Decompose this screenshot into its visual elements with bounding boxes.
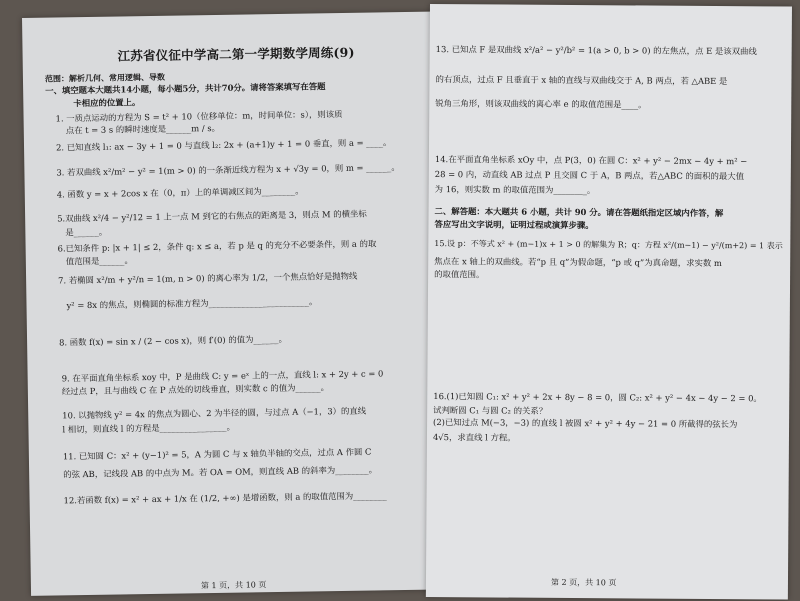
question-10-cont: l 相切，则直线 l 的方程是________________。: [62, 421, 235, 435]
question-14: 14.在平面直角坐标系 xOy 中，点 P(3，0) 在圆 C：x² + y² − 2mx − 4y + m² −: [434, 154, 748, 167]
question-16-cont3: 4√5，求直线 l 方程。: [432, 432, 516, 443]
question-3: 3. 若双曲线 x²/m² − y² = 1(m > 0) 的一条渐近线方程为 x + √3y = 0，则 m = ______。: [56, 162, 400, 178]
question-14-cont: 28 = 0 内，动直线 AB 过点 P 且交圆 C 于 A，B 两点，若△ABC 的面积的最大值: [434, 169, 745, 182]
question-13-cont: 的右顶点，过点 F 且垂直于 x 轴的直线与双曲线交于 A, B 两点，若 △ABE 是: [435, 74, 728, 87]
question-15-cont: 焦点在 x 轴上的双曲线。若“p 且 q”为假命题，“p 或 q”为真命题，求实数 m: [434, 256, 722, 269]
question-10: 10. 以抛物线 y² = 4x 的焦点为圆心、2 为半径的圆，与过点 A（−1，3）的直线: [62, 405, 367, 421]
question-8: 8. 函数 f(x) = sin x / (2 − cos x)，则 f′(0) 的值为______。: [59, 333, 288, 348]
question-16: 16.(1)已知圆 C₁: x² + y² + 2x + 8y − 8 = 0，圆 C₂: x² + y² − 4x − 4y − 2 = 0。: [433, 391, 762, 404]
question-11-cont: 的弦 AB，记线段 AB 的中点为 M。若 OA = OM，则直线 AB 的斜率为________。: [63, 464, 378, 480]
question-16-cont: 试判断圆 C₁ 与圆 C₂ 的关系？: [433, 405, 548, 416]
question-12: 12.若函数 f(x) = x² + ax + 1/x 在 (1/2, +∞) 是增函数，则 a 的取值范围为________: [63, 490, 387, 506]
question-7-cont: y² = 8x 的焦点，则椭圆的标准方程为________________________。: [66, 296, 318, 311]
question-5: 5.双曲线 x²/4 − y²/12 = 1 上一点 M 到它的右焦点的距离是 3，则点 M 的横坐标: [57, 208, 367, 224]
exam-title: 江苏省仪征中学高二第一学期数学周练(9): [117, 44, 355, 64]
question-7: 7. 若椭圆 x²/m + y²/n = 1(m, n > 0) 的离心率为 1/2，一个焦点恰好是抛物线: [58, 270, 358, 286]
section1-heading-cont: 卡相应的位置上。: [73, 97, 141, 109]
question-9: 9. 在平面直角坐标系 xoy 中，P 是曲线 C: y = eˣ 上的一点，直线 l: x + 2y + c = 0: [61, 368, 384, 384]
page-1-footer: 第 1 页，共 10 页: [200, 580, 267, 591]
question-15: 15.设 p：不等式 x² + (m−1)x + 1 > 0 的解集为 R；q：方程 x²/(m−1) − y²/(m+2) = 1 表示: [434, 239, 783, 251]
question-13: 13. 已知点 F 是双曲线 x²/a² − y²/b² = 1(a > 0, b > 0) 的左焦点，点 E 是该双曲线: [435, 44, 757, 57]
question-6-cont: 值范围是______。: [65, 255, 133, 267]
question-5-cont: 是______。: [65, 226, 108, 238]
exam-page-2: [426, 4, 792, 600]
section1-heading: 一、填空题本大题共14小题，每小题5分，共计70分。请将答案填写在答题: [45, 81, 326, 96]
exam-page-1: [22, 11, 446, 595]
question-11: 11. 已知圆 C：x² + (y−1)² = 5，A 为圆 C 与 x 轴负半轴的交点，过点 A 作圆 C: [62, 446, 372, 462]
question-6: 6.已知条件 p: |x + 1| ≤ 2，条件 q: x ≤ a，若 p 是 q 的充分不必要条件，则 a 的取: [57, 238, 377, 254]
scope-line: 范围：解析几何、常用逻辑、导数: [44, 71, 166, 84]
question-14-cont2: 为 16，则实数 m 的取值范围为________。: [434, 184, 596, 196]
question-2: 2. 已知直线 l₁: ax − 3y + 1 = 0 与直线 l₂: 2x + (a+1)y + 1 = 0 垂直，则 a = ____。: [55, 137, 392, 153]
question-1: 1. 一质点运动的方程为 S = t² + 10（位移单位：m，时间单位：s），则该质: [55, 108, 343, 124]
question-15-cont2: 的取值范围。: [434, 269, 485, 280]
question-4: 4. 函数 y = x + 2cos x 在（0，π）上的单调减区间为________。: [56, 185, 304, 200]
question-16-cont2: (2)已知过点 M(−3，−3) 的直线 l 被圆 x² + y² + 4y − 21 = 0 所截得的弦长为: [433, 417, 738, 430]
question-9-cont: 经过点 P，且与曲线 C 在 P 点处的切线垂直，则实数 c 的值为______。: [61, 382, 330, 397]
question-1-cont: 点在 t = 3 s 的瞬时速度是______m / s。: [65, 122, 221, 136]
page-2-footer: 第 2 页，共 10 页: [550, 577, 617, 588]
question-13-cont2: 锐角三角形，则该双曲线的离心率 e 的取值范围是____。: [435, 98, 647, 110]
section2-heading-cont: 答应写出文字说明，证明过程或演算步骤。: [434, 219, 594, 231]
section2-heading: 二、解答题：本大题共 6 小题，共计 90 分。请在答题纸指定区域内作答，解: [434, 206, 724, 219]
